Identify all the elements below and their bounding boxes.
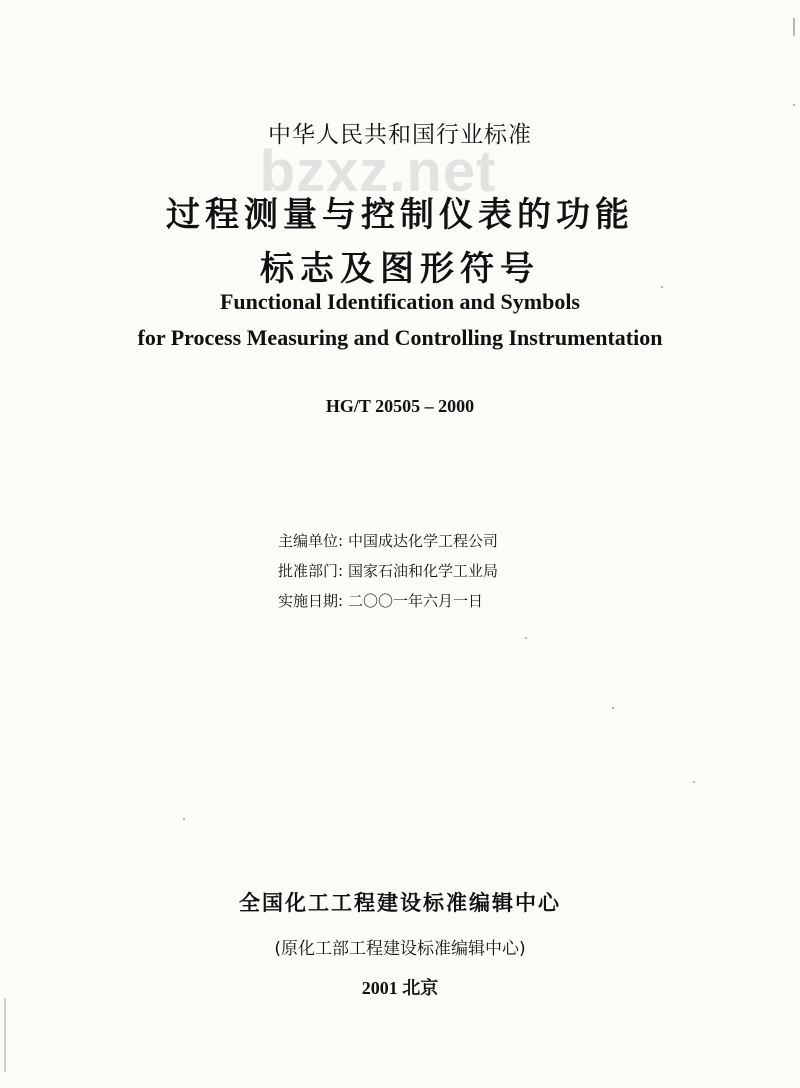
approver-value: 国家石油和化学工业局 <box>348 562 499 580</box>
editor-row <box>278 526 558 556</box>
scan-speck <box>661 286 663 288</box>
publisher-former-name: (原化工部工程建设标准编辑中心) <box>274 939 526 959</box>
standard-code: HG/T 20505 – 2000 <box>325 396 475 416</box>
scan-speck <box>183 818 185 820</box>
editor-label: 主编单位: <box>278 532 344 550</box>
title-english-line-1: Functional Identification and Symbols <box>219 289 580 314</box>
metadata-block <box>278 526 558 616</box>
edge-mark <box>793 18 795 36</box>
editor-value: 中国成达化学工程公司 <box>348 532 499 550</box>
publication-info <box>0 974 800 1000</box>
approver-label: 批准部门: <box>278 562 344 580</box>
publication-year: 2001 <box>361 978 398 998</box>
watermark: bzxz.net <box>259 139 497 204</box>
scan-speck <box>612 707 614 709</box>
implementation-row <box>278 586 558 616</box>
header-standard: 中华人民共和国行业标准 <box>268 122 532 148</box>
publication-city: 北京 <box>402 978 439 999</box>
title-chinese-line-2: 标志及图形符号 <box>260 249 540 289</box>
scan-speck <box>693 781 695 783</box>
scan-speck <box>525 637 527 639</box>
title-chinese-line-1: 过程测量与控制仪表的功能 <box>166 195 634 235</box>
implementation-value: 二〇〇一年六月一日 <box>348 592 484 610</box>
approver-row <box>278 556 558 586</box>
edge-mark <box>4 998 6 1072</box>
implementation-label: 实施日期: <box>278 592 344 610</box>
scan-speck <box>793 104 795 106</box>
publisher: 全国化工工程建设标准编辑中心 <box>239 891 561 915</box>
title-english-line-2: for Process Measuring and Controlling Instrumentation <box>137 325 663 350</box>
